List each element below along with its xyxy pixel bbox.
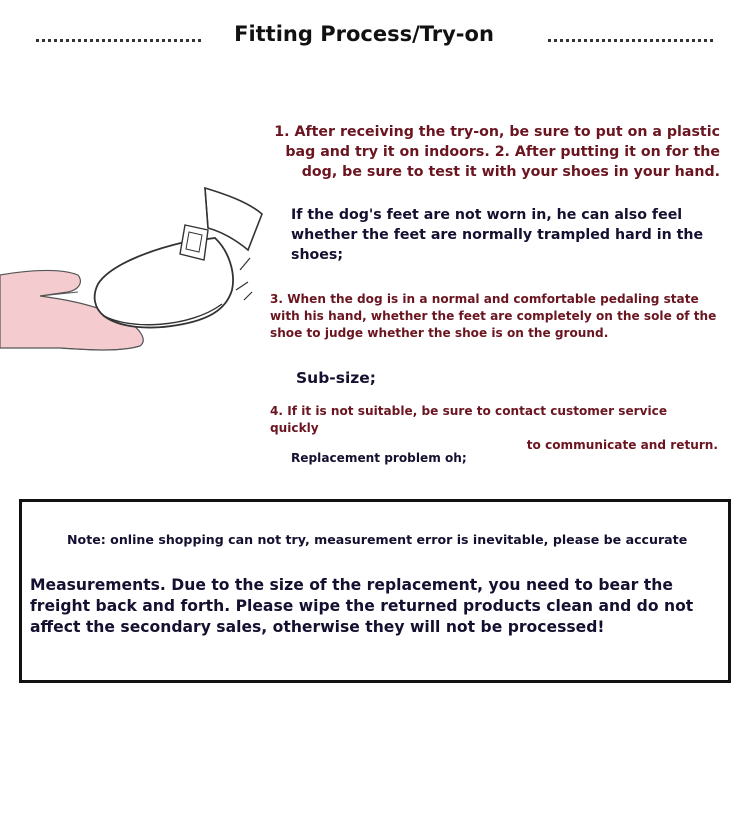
measurements-text: Measurements. Due to the size of the replacement, you need to bear the freight back and forth. Please wipe the returned products clean and do not affect the secondary sales, otherwise they will not be processed! (30, 576, 694, 636)
header-divider-left (36, 39, 201, 42)
header-divider-right (548, 39, 713, 42)
hand-holding-dog-shoe-icon (0, 180, 270, 355)
note-box (19, 499, 731, 683)
subsize-label: Sub-size; (296, 369, 376, 387)
instruction-feel: If the dog's feet are not worn in, he can also feel whether the feet are normally trampled hard in the shoes; (291, 207, 704, 263)
note-text: Note: online shopping can not try, measurement error is inevitable, please be accurate (67, 532, 688, 547)
instruction-step4-line1: 4. If it is not suitable, be sure to contact customer service quickly (270, 404, 668, 435)
instruction-step4-line2: to communicate and return. (526, 438, 718, 452)
instruction-step3: 3. When the dog is in a normal and comfortable pedaling state with his hand, whether the feet are completely on the sole of the shoe to judge whether the shoe is on the ground. (270, 292, 717, 340)
instruction-step1: 1. After receiving the try-on, be sure to put on a plastic bag and try it on indoors. 2. After putting it on for the dog, be sure to test it with your shoes in your hand. (274, 124, 720, 180)
page-title: Fitting Process/Try-on (234, 22, 494, 46)
instruction-step4 (270, 403, 718, 454)
replacement-note: Replacement problem oh; (291, 451, 467, 465)
